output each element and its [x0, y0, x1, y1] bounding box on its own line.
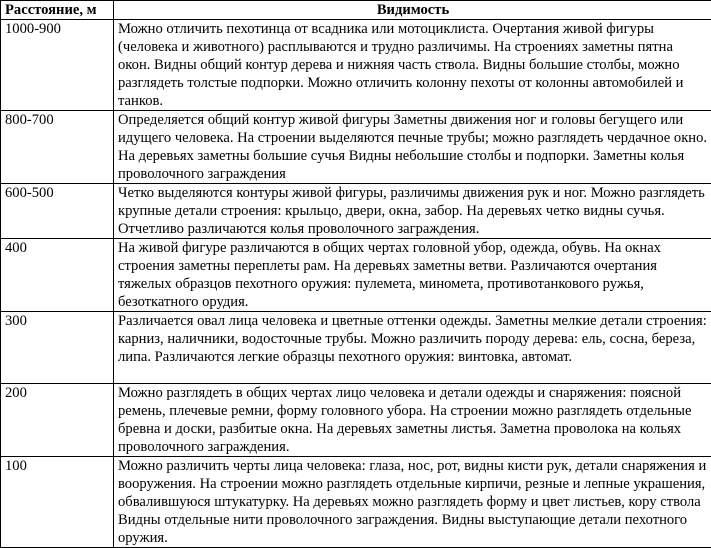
distance-cell: 100 [1, 457, 114, 548]
visibility-cell: Определяется общий контур живой фигуры Заметны движения ног и головы бегущего или идущего человека. На строении выделяются печные трубы; можно разглядеть чердачное окно. На деревьях заметны большие сучья Видны небольшие столбы и подпорки. Заметны колья проволочного заграждения [114, 111, 711, 184]
distance-cell: 600-500 [1, 184, 114, 239]
header-visibility: Видимость [114, 1, 711, 20]
visibility-cell: Различается овал лица человека и цветные оттенки одежды. Заметны мелкие детали строения: карниз, наличники, водосточные трубы. Можно различить породу дерева: ель, сосна, береза, липа. Различаются легкие образцы пехотного оружия: винтовка, автомат. [114, 312, 711, 384]
distance-cell: 200 [1, 384, 114, 457]
header-row [1, 1, 711, 20]
header-distance: Расстояние, м [1, 1, 114, 20]
table-row [1, 457, 711, 548]
table-row [1, 312, 711, 384]
table-row [1, 20, 711, 111]
distance-cell: 800-700 [1, 111, 114, 184]
table-row [1, 184, 711, 239]
visibility-cell: Можно отличить пехотинца от всадника или мотоциклиста. Очертания живой фигуры (человека и животного) расплываются и трудно различимы. На строениях заметны пятна окон. Видны общий контур дерева и нижняя часть ствола. Видны большие столбы, можно разглядеть толстые подпорки. Можно отличить колонну пехоты от колонны автомобилей и танков. [114, 20, 711, 111]
table-row [1, 239, 711, 312]
visibility-cell: Можно разглядеть в общих чертах лицо человека и детали одежды и снаряжения: поясной ремень, плечевые ремни, форму головного убора. На строении можно разглядеть отдельные бревна и доски, разбитые окна. На деревьях заметны листья. Заметна проволока на кольях проволочного заграждения. [114, 384, 711, 457]
visibility-cell: Можно различить черты лица человека: глаза, нос, рот, видны кисти рук, детали снаряжения и вооружения. На строении можно разглядеть отдельные кирпичи, резные и лепные украшения, обвалившуюся штукатурку. На деревьях можно разглядеть форму и цвет листьев, кору ствола Видны отдельные нити проволочного заграждения. Видны выступающие детали пехотного оружия. [114, 457, 711, 548]
distance-cell: 1000-900 [1, 20, 114, 111]
table-row [1, 384, 711, 457]
distance-cell: 300 [1, 312, 114, 384]
visibility-cell: Четко выделяются контуры живой фигуры, различимы движения рук и ног. Можно разглядеть крупные детали строения: крыльцо, двери, окна, забор. На деревьях четко видны сучья. Отчетливо различаются колья проволочного заграждения. [114, 184, 711, 239]
table-row [1, 111, 711, 184]
visibility-cell: На живой фигуре различаются в общих чертах головной убор, одежда, обувь. На окнах строения заметны переплеты рам. На деревьях заметны ветви. Различаются очертания тяжелых образцов пехотного оружия: пулемета, миномета, противотанкового ружья, безоткатного орудия. [114, 239, 711, 312]
distance-cell: 400 [1, 239, 114, 312]
